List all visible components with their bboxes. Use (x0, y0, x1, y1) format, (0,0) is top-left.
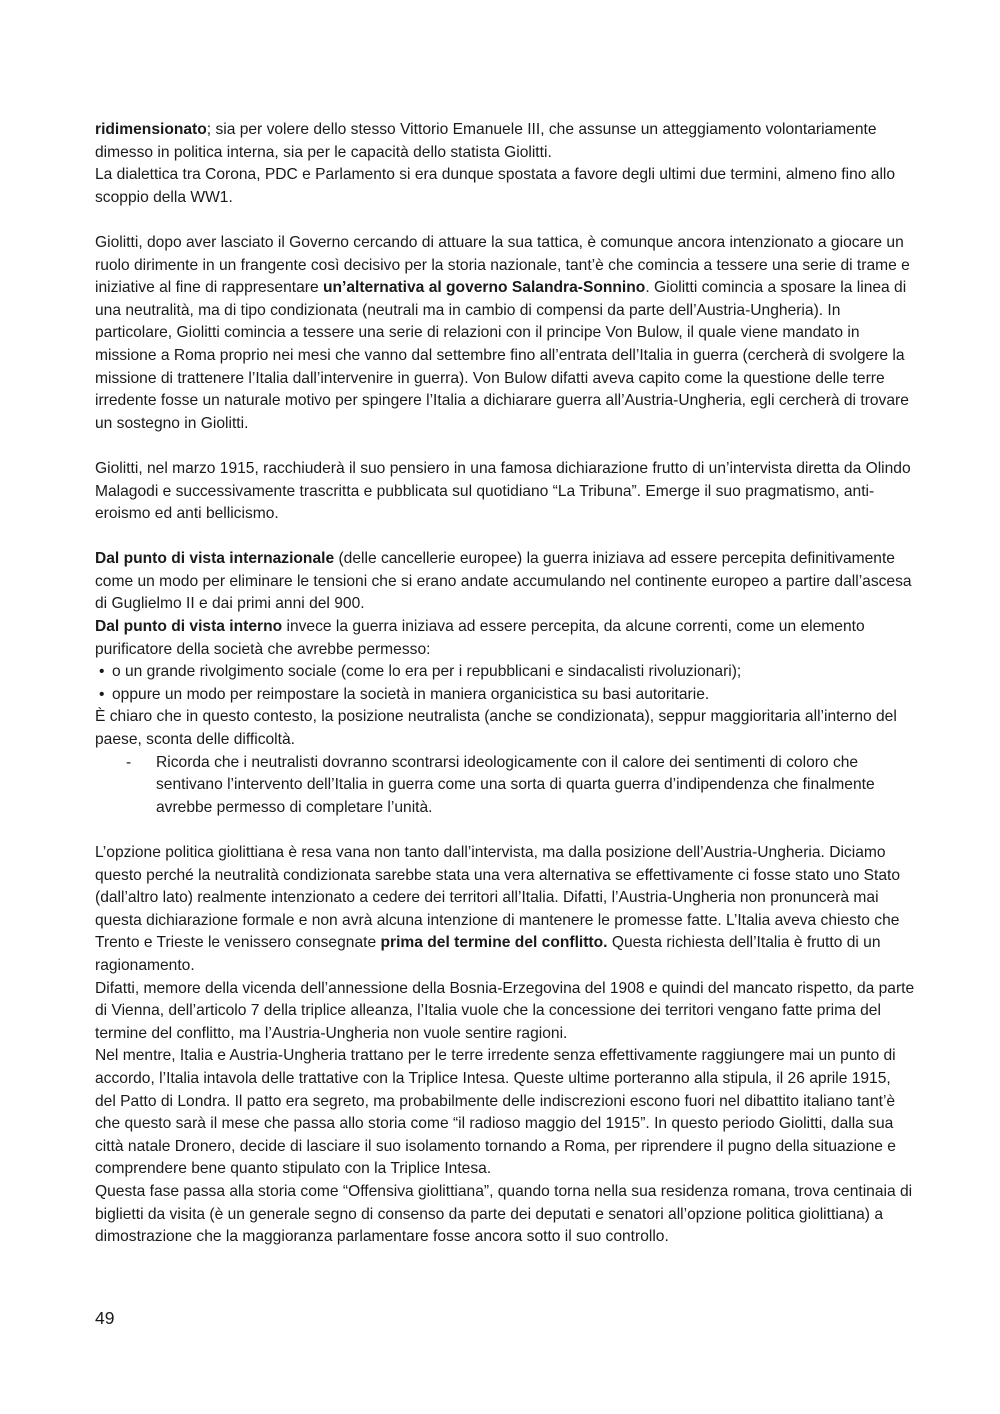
list-item: • oppure un modo per reimpostare la società in maniera organicistica su basi autoritarie. (95, 684, 915, 707)
paragraph: Dal punto di vista internazionale (delle cancellerie europee) la guerra iniziava ad essere percepita definitivamente come un modo per eliminare le tensioni che si erano andate accumulando nel continente europeo a partire dall’ascesa di Guglielmo II e dai primi anni del 900. (95, 550, 912, 613)
bullet-list (95, 661, 915, 706)
bold-text: un’alternativa al governo Salandra-Sonnino (322, 279, 646, 297)
bold-text: Dal punto di vista interno (95, 618, 283, 636)
paragraph: È chiaro che in questo contesto, la posizione neutralista (anche se condizionata), seppur maggioritaria all’interno del paese, sconta delle difficoltà. (95, 708, 897, 749)
paragraph: La dialettica tra Corona, PDC e Parlamento si era dunque spostata a favore degli ultimi due termini, almeno fino allo scoppio della WW1. (95, 166, 896, 206)
page-number: 49 (95, 1308, 115, 1328)
bold-text: Dal punto di vista internazionale (95, 550, 335, 568)
bold-text: ridimensionato (95, 121, 207, 138)
paragraph: Giolitti, dopo aver lasciato il Governo cercando di attuare la sua tattica, è comunque ancora intenzionato a giocare un ruolo dirimente in un frangente così decisivo per la storia nazionale, tant’è che comincia a tessere una serie di trame e iniziative al fine di rappresentare un’alternativa al governo Salandra-Sonnino. Giolitti comincia a sposare la linea di una neutralità, ma di tipo condizionata (neutrali ma in cambio di compensi da parte dell’Austria-Ungheria). In particolare, Giolitti comincia a tessere una serie di relazioni con il principe Von Bulow, il quale viene mandato in missione a Roma proprio nei mesi che vanno dal settembre fino all’entrata dell’Italia in guerra (cercherà di svolgere la missione di trattenere l’Italia dall’intervenire in guerra). Von Bulow difatti aveva capito come la questione delle terre irredente fosse un naturale motivo per spingere l’Italia a dichiarare guerra all’Austria-Ungheria, egli cercherà di trovare un sostegno in Giolitti. (95, 233, 910, 432)
dash-marker: - (126, 753, 132, 771)
list-item: • o un grande rivolgimento sociale (come lo era per i repubblicani e sindacalisti rivoluzionari); (95, 661, 915, 684)
paragraph: L’opzione politica giolittiana è resa vana non tanto dall’intervista, ma dalla posizione dell’Austria-Ungheria. Diciamo questo perché la neutralità condizionata sarebbe stata una vera alternativa se effettivamente ci fosse stato uno Stato (dall’altro lato) realmente intenzionato a cedere dei territori all’Italia. Difatti, l’Austria-Ungheria non pronuncerà mai questa dichiarazione formale e non avrà alcuna intenzione di mantenere le promesse fatte. L’Italia aveva chiesto che Trento e Trieste le venissero consegnate prima del termine del conflitto. Questa richiesta dell’Italia è frutto di un ragionamento. (95, 844, 901, 974)
spacer (95, 209, 915, 232)
dash-list-item: - Ricorda che i neutralisti dovranno scontrarsi ideologicamente con il calore dei sentimenti di coloro che sentivano l’intervento dell’Italia in guerra come una sorta di quarta guerra d’indipendenza che finalmente avrebbe permesso di completare l’unità. (126, 753, 875, 816)
paragraph: ridimensionato; sia per volere dello stesso Vittorio Emanuele III, che assunse un atteggiamento volontariamente dimesso in politica interna, sia per le capacità dello statista Giolitti. (95, 121, 877, 161)
spacer (95, 819, 915, 842)
paragraph: Giolitti, nel marzo 1915, racchiuderà il suo pensiero in una famosa dichiarazione frutto di un’intervista diretta da Olindo Malagodi e successivamente trascritta e pubblicata sul quotidiano “La Tribuna”. Emerge il suo pragmatismo, anti-eroismo ed anti bellicismo. (95, 459, 911, 523)
paragraph: Questa fase passa alla storia come “Offensiva giolittiana”, quando torna nella sua residenza romana, trova centinaia di biglietti da visita (è un generale segno di consenso da parte dei deputati e senatori all’opzione politica giolittiana) a dimostrazione che la maggioranza parlamentare fosse ancora sotto il suo controllo. (95, 1182, 913, 1246)
paragraph: Nel mentre, Italia e Austria-Ungheria trattano per le terre irredente senza effettivamente raggiungere mai un punto di accordo, l’Italia intavola delle trattative con la Triplice Intesa. Queste ultime porteranno alla stipula, il 26 aprile 1915, del Patto di Londra. Il patto era segreto, ma probabilmente delle indiscrezioni escono fuori nel dibattito italiano tant’è che questo sarà il mese che passa allo storia come “il radioso maggio del 1915”. In questo periodo Giolitti, dalla sua città natale Dronero, decide di lasciare il suo isolamento tornando a Roma, per riprendere il pugno della situazione e comprendere bene quanto stipulato con la Triplice Intesa. (95, 1047, 896, 1178)
spacer (95, 435, 915, 458)
bold-text: prima del termine del conflitto. (380, 934, 608, 952)
spacer (95, 526, 915, 549)
paragraph: Difatti, memore della vicenda dell’annessione della Bosnia-Erzegovina del 1908 e quindi del mancato rispetto, da parte di Vienna, dell’articolo 7 della triplice alleanza, l’Italia vuole che la concessione dei territori vengano fatte prima del termine del conflitto, ma l’Austria-Ungheria non vuole sentire ragioni. (95, 979, 915, 1042)
paragraph: Dal punto di vista interno invece la guerra iniziava ad essere percepita, da alcune correnti, come un elemento purificatore della società che avrebbe permesso: (95, 618, 865, 658)
page-content (95, 119, 915, 1249)
